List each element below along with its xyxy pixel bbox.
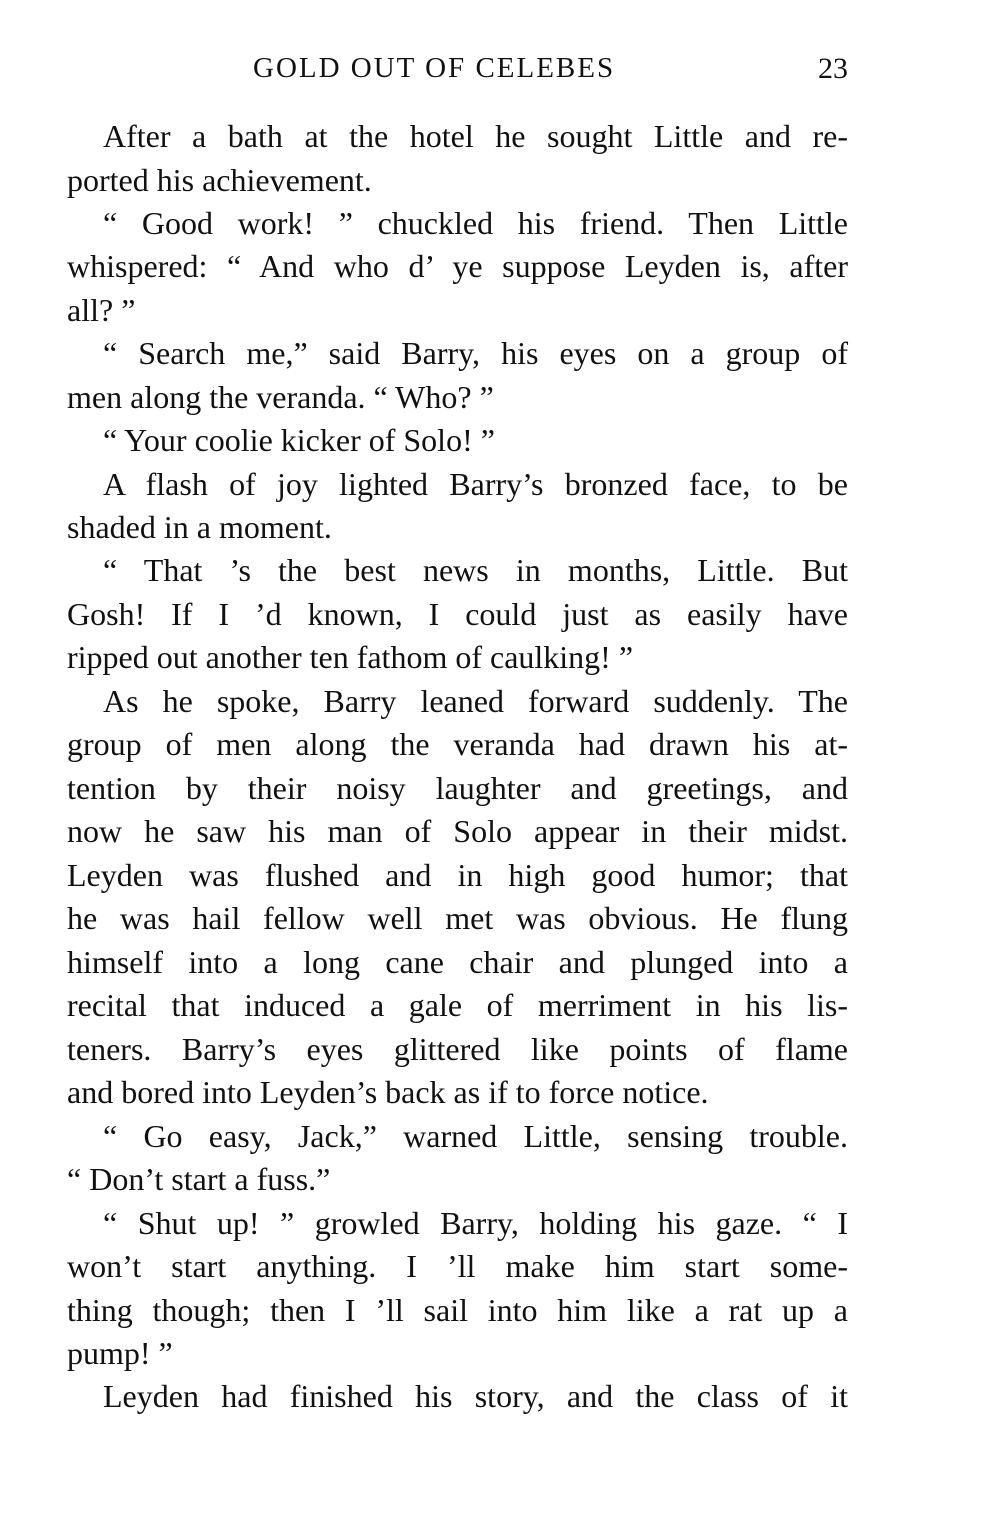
text-line: “ Don’t start a fuss.” [67,1161,331,1197]
running-title: GOLD OUT OF CELEBES [253,52,616,84]
text-line: Leyden had finished his story, and the class of it [103,1378,848,1414]
text-line: men along the veranda. “ Who? ” [67,379,494,415]
text-line: thing though; then I ’ll sail into him like a rat up a [67,1292,848,1328]
text-line: “ Good work! ” chuckled his friend. Then Little [103,205,848,241]
text-line: “ Your coolie kicker of Solo! ” [103,422,495,458]
text-line: all? ” [67,292,136,328]
text-line: ported his achievement. [67,162,372,198]
running-header [67,52,848,92]
text-line: teners. Barry’s eyes glittered like points of flame [67,1031,848,1067]
text-line: Gosh! If I ’d known, I could just as easily have [67,596,848,632]
text-line: Leyden was flushed and in high good humor; that [67,857,848,893]
page-number: 23 [818,52,848,85]
text-line: After a bath at the hotel he sought Little and re- [103,118,848,154]
text-line: whispered: “ And who d’ ye suppose Leyden is, after [67,248,848,284]
text-line: pump! ” [67,1335,173,1371]
text-line: ripped out another ten fathom of caulking! ” [67,639,634,675]
text-line: group of men along the veranda had drawn his at- [67,726,848,762]
text-line: “ That ’s the best news in months, Little. But [103,552,848,588]
text-line: and bored into Leyden’s back as if to force notice. [67,1074,709,1110]
text-line: “ Go easy, Jack,” warned Little, sensing trouble. [103,1118,848,1154]
text-line: himself into a long cane chair and plunged into a [67,944,848,980]
text-line: As he spoke, Barry leaned forward suddenly. The [103,683,848,719]
text-line: “ Search me,” said Barry, his eyes on a group of [103,335,848,371]
text-line: now he saw his man of Solo appear in their midst. [67,813,848,849]
text-line: he was hail fellow well met was obvious. He flung [67,900,848,936]
text-line: A flash of joy lighted Barry’s bronzed face, to be [103,466,848,502]
text-line: tention by their noisy laughter and greetings, and [67,770,848,806]
text-line: won’t start anything. I ’ll make him start some- [67,1248,848,1284]
text-line: shaded in a moment. [67,509,332,545]
text-line: recital that induced a gale of merriment in his lis- [67,987,848,1023]
text-line: “ Shut up! ” growled Barry, holding his gaze. “ I [103,1205,848,1241]
